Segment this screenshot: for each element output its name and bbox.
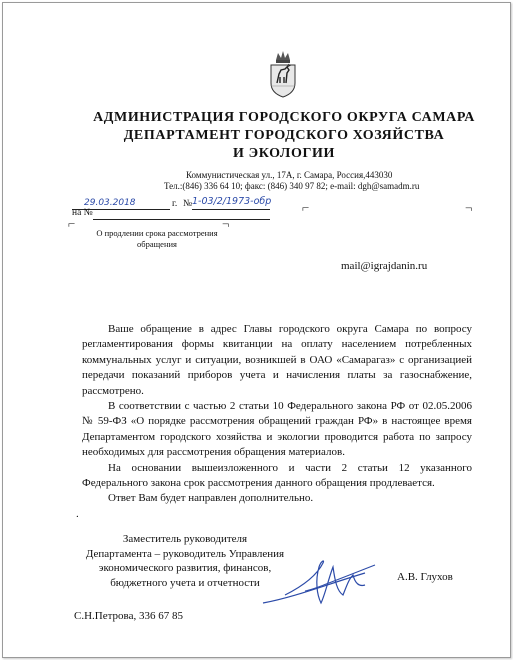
body-paragraph: В соответствии с частью 2 статьи 10 Федерального закона РФ от 02.05.2006 № 59-ФЗ «О порядке рассмотрения обращений граждан РФ» в настоящее время Департаментом городского хозяйства и экологии проводится работа по запросу необходимых для рассмотрения обращения материалов.	[82, 400, 472, 459]
letter-body	[82, 322, 472, 507]
org-contacts: Тел.:(846) 336 64 10; факс: (846) 340 97 82; e-mail: dgh@samadm.ru	[164, 181, 420, 191]
executor-contact: С.Н.Петрова, 336 67 85	[74, 610, 183, 622]
body-paragraph: Ответ Вам будет направлен дополнительно.	[108, 492, 314, 505]
subject-line2: обращения	[137, 239, 177, 249]
recipient-email: mail@igrajdanin.ru	[341, 260, 428, 272]
signatory-line2: Департамента – руководитель Управления	[85, 547, 285, 560]
on-number-label: на №	[72, 208, 93, 218]
registration-date: 29.03.2018	[84, 198, 136, 208]
corner-mark-right: ¬	[222, 216, 230, 231]
signatory-line3: экономического развития, финансов,	[98, 562, 272, 574]
org-address: Коммунистическая ул., 17А, г. Самара, Россия,443030	[186, 170, 393, 180]
org-name-line2: ДЕПАРТАМЕНТ ГОРОДСКОГО ХОЗЯЙСТВА	[123, 128, 445, 143]
address-corner-left: ⌐	[302, 200, 310, 215]
registration-number: 1-03/2/1973-обр	[192, 196, 272, 207]
address-corner-right: ¬	[465, 200, 473, 215]
subject-line1: О продлении срока рассмотрения	[96, 228, 218, 238]
number-prefix: №	[183, 199, 193, 209]
org-name-line3: И ЭКОЛОГИИ	[233, 146, 335, 161]
on-number-underline	[93, 219, 270, 220]
signatory-line4: бюджетного учета и отчетности	[110, 576, 260, 589]
body-paragraph: На основании вышеизложенного и части 2 статьи 12 указанного Федерального закона срок рассмотрения данного обращения продлевается.	[82, 461, 472, 490]
coat-of-arms-icon	[268, 50, 298, 98]
handwritten-signature-icon	[255, 555, 385, 615]
body-paragraph: Ваше обращение в адрес Главы городского округа Самара по вопросу регламентирования формы квитанции на оплату населением потребленных коммунальных услуг и ситуации, возникшей в ОАО «Самарагаз» с организацией передачи показаний приборов учета и начисления платы за газоснабжение, рассмотрено.	[82, 323, 472, 397]
number-underline	[192, 209, 270, 210]
body-dot: .	[76, 508, 79, 520]
org-name-line1: АДМИНИСТРАЦИЯ ГОРОДСКОГО ОКРУГА САМАРА	[93, 110, 475, 125]
letter-subject	[92, 228, 222, 250]
year-suffix: г.	[172, 199, 178, 209]
signatory-line1: Заместитель руководителя	[122, 533, 248, 545]
signer-name: А.В. Глухов	[397, 571, 453, 583]
corner-mark-left: ⌐	[68, 216, 76, 231]
